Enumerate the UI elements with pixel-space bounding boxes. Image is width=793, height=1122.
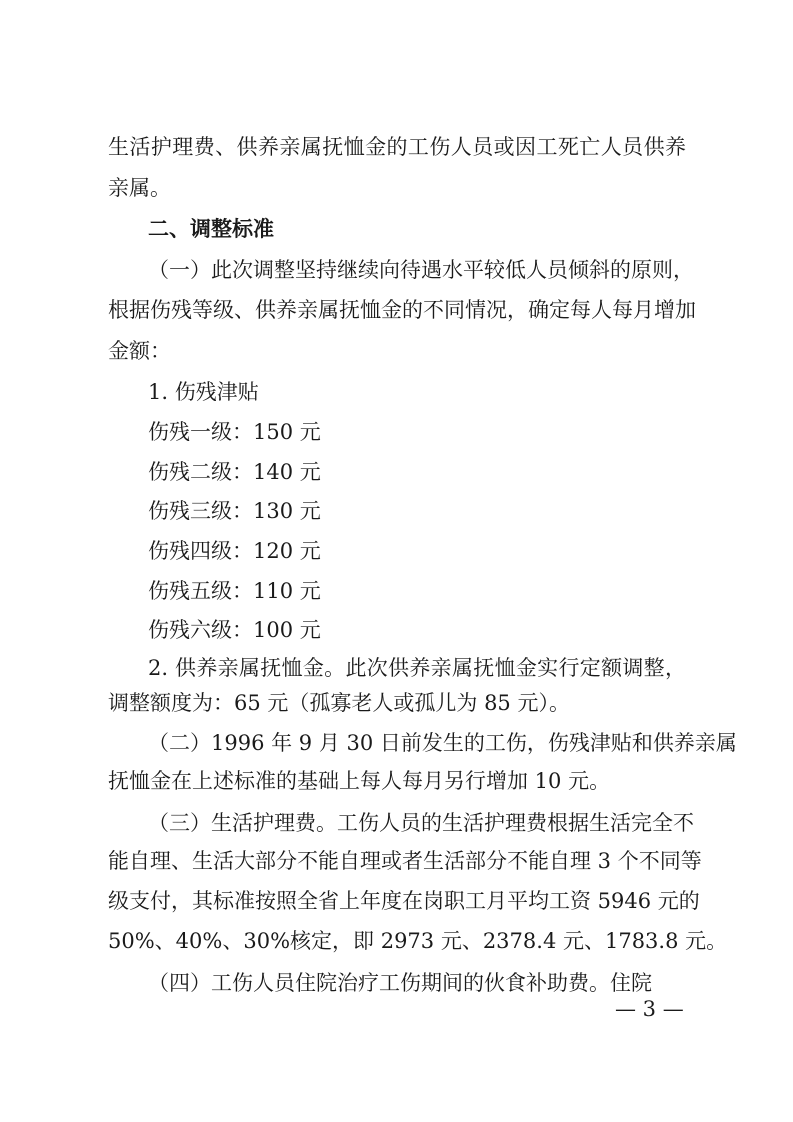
paragraph-line: 调整额度为：65 元（孤寡老人或孤儿为 85 元）。 <box>108 691 570 715</box>
list-item: 伤残五级：110 元 <box>148 579 321 603</box>
paragraph-line: 抚恤金在上述标准的基础上每人每月另行增加 10 元。 <box>108 769 611 793</box>
list-item: 伤残一级：150 元 <box>148 420 321 444</box>
paragraph-line: （四）工伤人员住院治疗工伤期间的伙食补助费。住院 <box>148 971 652 995</box>
paragraph-line: 2. 供养亲属抚恤金。此次供养亲属抚恤金实行定额调整， <box>148 656 686 680</box>
paragraph-line: 根据伤残等级、供养亲属抚恤金的不同情况，确定每人每月增加 <box>108 298 696 322</box>
list-item: 伤残三级：130 元 <box>148 499 321 523</box>
paragraph-line: 能自理、生活大部分不能自理或者生活部分不能自理 3 个不同等 <box>108 849 702 873</box>
paragraph-line: 金额： <box>108 339 171 363</box>
paragraph-line: （三）生活护理费。工伤人员的生活护理费根据生活完全不 <box>148 811 694 835</box>
paragraph-line: 亲属。 <box>108 176 171 200</box>
list-heading: 1. 伤残津贴 <box>148 380 259 404</box>
list-item: 伤残二级：140 元 <box>148 460 321 484</box>
page-number: — 3 — <box>615 997 684 1021</box>
paragraph-line: （二）1996 年 9 月 30 日前发生的工伤，伤残津贴和供养亲属 <box>148 731 737 755</box>
paragraph-line: 级支付，其标准按照全省上年度在岗职工月平均工资 5946 元的 <box>108 889 700 913</box>
paragraph-line: 50%、40%、30%核定，即 2973 元、2378.4 元、1783.8 元。 <box>108 929 728 953</box>
section-heading: 二、调整标准 <box>148 217 274 241</box>
paragraph-line: （一）此次调整坚持继续向待遇水平较低人员倾斜的原则， <box>148 258 694 282</box>
paragraph-line: 生活护理费、供养亲属抚恤金的工伤人员或因工死亡人员供养 <box>108 135 686 159</box>
list-item: 伤残六级：100 元 <box>148 618 321 642</box>
list-item: 伤残四级：120 元 <box>148 539 321 563</box>
